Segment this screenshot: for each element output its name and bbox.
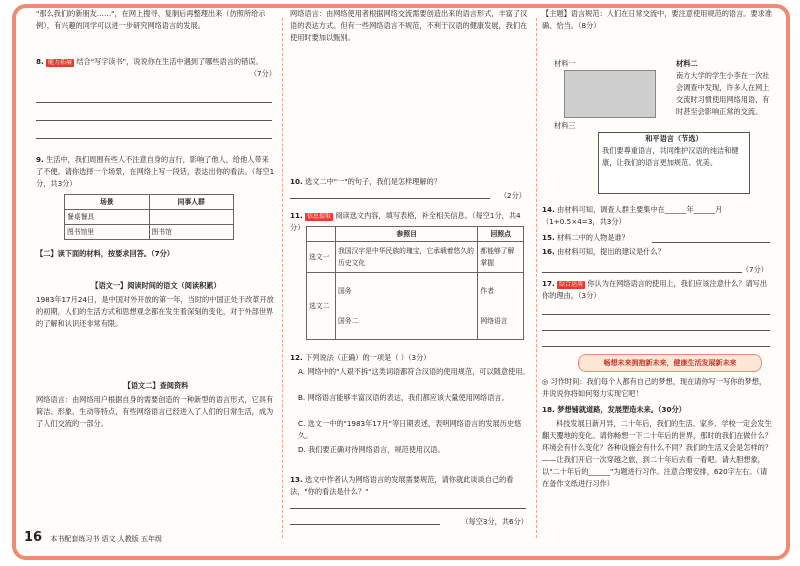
q12-number: 12. bbox=[290, 353, 303, 362]
q9-table bbox=[64, 194, 234, 240]
q13-points: （每空3分，共6分） bbox=[461, 517, 528, 526]
q11-row1-label: 选文一 bbox=[307, 242, 336, 273]
question-13 bbox=[290, 474, 530, 498]
q9-text: 生活中，我们周围有些人不注意自身的言行，影响了他人，给他人带来了不便。请你选择一个场景，在网络上写一段话，表达出你的看法。（每空1分，共3分） bbox=[36, 155, 275, 188]
q8-answer-line-2[interactable] bbox=[36, 120, 272, 121]
q8-number: 8. bbox=[36, 57, 44, 66]
q17-number: 17. bbox=[542, 279, 555, 288]
q9-cell-r0c0: 餐桌餐具 bbox=[65, 210, 150, 225]
footer-text: 本书配套练习书 语文 人教版 五年级 bbox=[50, 535, 163, 543]
q11-number: 11. bbox=[290, 211, 303, 220]
q12-option-d[interactable]: D. 我们要正确对待网络语言，规范使用汉语。 bbox=[298, 445, 445, 454]
q12-option-a[interactable]: A. 网络中的"人艰不拆"这类词语都符合汉语的使用规范，可以随意使用。 bbox=[298, 367, 530, 376]
q15-text: 材料二中的人物是谁？ bbox=[557, 233, 629, 242]
middle-column bbox=[290, 8, 530, 548]
q10-number: 10. bbox=[290, 177, 303, 186]
q11-row2-c2a: 作者 bbox=[480, 287, 495, 295]
q15-answer-line[interactable] bbox=[652, 242, 770, 243]
q10-answer-line[interactable] bbox=[290, 198, 490, 199]
q16-answer-line[interactable] bbox=[542, 272, 742, 273]
q11-header-1: 参照目 bbox=[336, 227, 478, 242]
q11-row1-c2[interactable]: 都能够了解掌握 bbox=[478, 242, 524, 273]
q12-text: 下列说法（正确）的一项是（ ）（3分） bbox=[305, 353, 431, 362]
question-10 bbox=[290, 176, 530, 188]
page-footer bbox=[24, 530, 162, 545]
right-top-text: 【主题】语言规范：人们在日常交流中，要注意使用规范的语言。要求准确、恰当。（8分） bbox=[542, 9, 772, 30]
middle-top-text: 网络语言：由网络使用者根据网络交流需要创造出来的语言形式，丰富了汉语的表达方式。但有一些网络语言不规范，不利于汉语的健康发展，我们在使用时要加以甄别。 bbox=[290, 9, 528, 42]
left-intro: "那么我们的新朋友……"，在网上搜寻、复制后再整理出来（仿照所给示例），有兴趣的同学可以进一步研究网络语言的发展。 bbox=[36, 9, 266, 30]
q13-text: 选文中作者认为网络语言的发展需要规范，请你就此谈谈自己的看法，"你的看法是什么？" bbox=[290, 475, 514, 496]
q17-answer-line-2[interactable] bbox=[542, 330, 770, 331]
material2-title: 【语文二】查阅资料 bbox=[123, 381, 189, 390]
material2-text: 网络语言：由网络用户根据自身的需要创造的一种新型的语言形式，它具有简洁、形象、生动等特点，有些网络语言已经进入了人们的日常生活，成为了人们交流的一部分。 bbox=[36, 395, 274, 428]
q18-text: 梦想铺就道路，发展塑造未来。（30分） bbox=[557, 405, 686, 414]
q11-row2-sub1: 国务 bbox=[338, 287, 352, 295]
q11-header-2: 回照点 bbox=[478, 227, 524, 242]
q8-text: 结合"写字读书"，说说你在生活中遇到了哪些语言的错误。 bbox=[76, 57, 263, 66]
q8-tag: 能力拓展 bbox=[48, 59, 73, 66]
question-8 bbox=[36, 56, 276, 80]
material3-box-text: 我们要尊重语言，共同维护汉语的纯洁和健康，让我们的语言更加规范、优美。 bbox=[602, 146, 739, 167]
q12-option-c[interactable]: C. 选文一中的"1983年17月"等日期表述，表明网络语言的发展历史悠久。 bbox=[298, 419, 522, 440]
q9-cell-r1c0: 图书馆里 bbox=[65, 225, 150, 240]
material2-text: 南方大学的学生小李在一次社会调查中发现，许多人在网上交流时习惯使用网络用语，有时甚至会影响正常的交流。 bbox=[676, 71, 770, 116]
question-12 bbox=[290, 352, 530, 364]
q9-cell-r0c1[interactable] bbox=[149, 210, 234, 225]
question-9 bbox=[36, 154, 276, 190]
q11-row2-c1 bbox=[336, 273, 478, 340]
left-column bbox=[36, 8, 276, 548]
q12-option-b[interactable]: B. 网络语言能够丰富汉语的表达，我们都应该大量使用网络语言。 bbox=[298, 393, 509, 402]
q13-answer-line-2[interactable] bbox=[290, 524, 440, 525]
material3-label: 材料三 bbox=[554, 121, 576, 130]
q11-row1-c1: 我国汉字是中华民族的瑰宝，它承载着悠久的历史文化 bbox=[336, 242, 478, 273]
q14-number: 14. bbox=[542, 205, 555, 214]
q11-row2-c2b: 网络语言 bbox=[480, 317, 508, 325]
part2-intro: 【二】读下面的材料，按要求回答。（7分） bbox=[36, 249, 174, 258]
material1-text: 1983年17月24日，是中国对外开放的第一年，当时的中国正处于改革开放的初期，人们的生活方式和思想观念都在发生着深刻的变化，对于外部世界的了解和认识还非常有限。 bbox=[36, 295, 274, 328]
q11-row2-label: 选文二 bbox=[307, 273, 336, 340]
q17-answer-line-1[interactable] bbox=[542, 314, 770, 315]
q18-number: 18. bbox=[542, 405, 555, 414]
q10-text: 选文二中"一"的句子，我们是怎样理解的？ bbox=[305, 177, 442, 186]
material3-box bbox=[598, 132, 750, 194]
q9-header-1: 同事人群 bbox=[149, 195, 234, 210]
q11-text: 阅读选文内容，填写表格，补全相关信息。（每空1分，共4分） bbox=[290, 211, 521, 232]
section-intro: ◎ 习作时间：我们每个人都有自己的梦想，现在请你写一写你的梦想，并说说你将如何努力实现它吧！ bbox=[542, 377, 767, 398]
q8-points: （7分） bbox=[249, 69, 276, 78]
q17-text: 你认为在网络语言的使用上，我们应该注意什么？请写出你的理由。（3分） bbox=[542, 279, 768, 300]
q18-body: 科技发展日新月异，二十年后，我们的生活、家乡、学校一定会发生翻天覆地的变化。请你畅想一下二十年后的世界，那时的我们在做什么？环境会有什么变化？各种设施会有什么不同？我们的生活又会是怎样的？——让我们开启一次穿越之旅，到二十年后去看一看吧。请大胆想象，以"二十年后的______"为题进行习作。注意合理安排，620字左右。（请在备作文纸进行习作） bbox=[542, 419, 772, 488]
material2-label: 材料二 bbox=[676, 59, 698, 68]
q16-points: （7分） bbox=[741, 265, 768, 274]
q11-row2-c2[interactable] bbox=[478, 273, 524, 340]
q10-points: （2分） bbox=[499, 191, 526, 200]
q13-answer-line-1[interactable] bbox=[290, 508, 526, 509]
q8-answer-line-1[interactable] bbox=[36, 102, 272, 103]
q11-table bbox=[306, 226, 524, 340]
q13-number: 13. bbox=[290, 475, 303, 484]
q9-number: 9. bbox=[36, 155, 44, 164]
column-divider-1 bbox=[282, 18, 283, 538]
q8-answer-line-3[interactable] bbox=[36, 138, 272, 139]
q9-header-0: 场景 bbox=[65, 195, 150, 210]
q16-number: 16. bbox=[542, 247, 555, 256]
section-banner: 畅想未来拥抱新未来，健康生活发展新未来 bbox=[578, 354, 762, 372]
question-18 bbox=[542, 404, 772, 416]
question-16 bbox=[542, 246, 772, 258]
q11-tag: 信息提取 bbox=[307, 213, 332, 220]
material3-box-title: 和平语言（节选） bbox=[645, 134, 703, 143]
q17-answer-line-3[interactable] bbox=[542, 346, 770, 347]
column-divider-2 bbox=[536, 18, 537, 538]
material1-image bbox=[564, 70, 656, 118]
q9-cell-r1c1[interactable]: 图书馆 bbox=[149, 225, 234, 240]
material1-title: 【语文一】阅读时间的语文（阅读积累） bbox=[91, 281, 221, 290]
q16-text: 由材料可知，提出的建议是什么？ bbox=[557, 247, 665, 256]
question-14 bbox=[542, 204, 772, 228]
q15-number: 15. bbox=[542, 233, 555, 242]
q17-tag: 综合运用 bbox=[559, 281, 584, 288]
material1-label: 材料一 bbox=[554, 59, 576, 68]
q11-row2-sub2: 国务二 bbox=[338, 317, 359, 325]
question-17 bbox=[542, 278, 772, 302]
q14-text: 由材料可知，调查人群主要集中在______年______月（1+0.5×4=3，共3分） bbox=[542, 205, 723, 226]
page-number: 16 bbox=[24, 530, 43, 545]
right-column-lower bbox=[542, 376, 772, 536]
q11-header-0 bbox=[307, 227, 336, 242]
